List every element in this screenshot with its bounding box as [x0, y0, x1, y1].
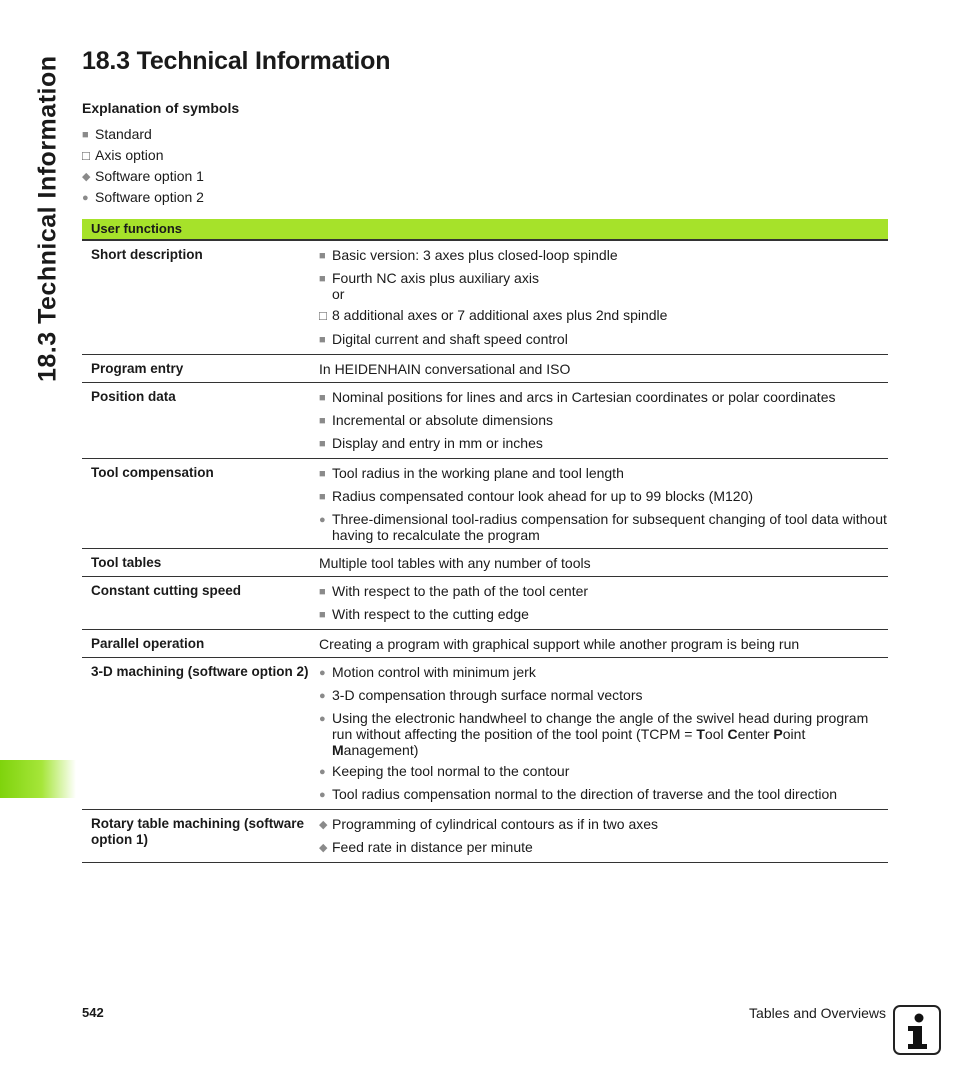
list-item	[319, 389, 888, 407]
table-row	[82, 548, 888, 576]
page-number: 542	[82, 1005, 104, 1020]
row-content	[319, 247, 888, 349]
square-icon	[319, 583, 332, 601]
symbols-legend	[82, 126, 204, 210]
row-content: In HEIDENHAIN conversational and ISO	[319, 361, 571, 377]
item-text: 3-D compensation through surface normal vectors	[332, 687, 643, 703]
legend-label: Software option 2	[95, 189, 204, 205]
open-square-icon	[82, 147, 95, 166]
table-row	[82, 629, 888, 657]
table-row	[82, 657, 888, 809]
diamond-icon	[82, 168, 95, 186]
row-content: Creating a program with graphical support while another program is being run	[319, 636, 800, 652]
item-text: Basic version: 3 axes plus closed-loop spindle	[332, 247, 618, 263]
item-text: Nominal positions for lines and arcs in Cartesian coordinates or polar coordinates	[332, 389, 836, 405]
list-item	[319, 606, 888, 624]
list-item	[319, 270, 888, 302]
square-icon	[319, 435, 332, 453]
list-item	[319, 488, 888, 506]
item-text: Display and entry in mm or inches	[332, 435, 543, 451]
legend-item	[82, 147, 204, 168]
row-label: Tool compensation	[91, 465, 214, 480]
circle-icon	[319, 664, 332, 682]
item-text: With respect to the cutting edge	[332, 606, 529, 622]
table-row	[82, 240, 888, 354]
side-section-title: 18.3 Technical Information	[33, 55, 62, 383]
list-item	[319, 664, 888, 682]
row-label: Constant cutting speed	[91, 583, 242, 598]
table-row	[82, 382, 888, 458]
table-row	[82, 354, 888, 382]
list-item	[319, 465, 888, 483]
square-icon	[319, 247, 332, 265]
list-item	[319, 786, 888, 804]
legend-label: Standard	[95, 126, 152, 142]
legend-item	[82, 168, 204, 189]
circle-icon	[319, 687, 332, 705]
list-item	[319, 687, 888, 705]
info-icon[interactable]	[893, 1005, 941, 1055]
table-row	[82, 576, 888, 629]
row-content	[319, 465, 888, 543]
item-text: With respect to the path of the tool center	[332, 583, 589, 599]
item-subtext: or	[332, 286, 345, 302]
legend-item	[82, 189, 204, 210]
list-item	[319, 412, 888, 430]
row-label: Program entry	[91, 361, 184, 376]
user-functions-table	[82, 219, 888, 863]
square-icon	[319, 412, 332, 430]
row-content: Multiple tool tables with any number of tools	[319, 555, 591, 571]
list-item	[319, 816, 888, 834]
item-text: Three-dimensional tool-radius compensation for subsequent changing of tool data without having to recalculate the program	[332, 511, 887, 543]
list-item	[319, 307, 888, 326]
item-text: Radius compensated contour look ahead for up to 99 blocks (M120)	[332, 488, 754, 504]
circle-icon	[319, 763, 332, 781]
diamond-icon	[319, 816, 332, 834]
legend-item	[82, 126, 204, 147]
list-item	[319, 247, 888, 265]
row-label: 3-D machining (software option 2)	[91, 664, 309, 679]
square-icon	[319, 606, 332, 624]
symbols-heading: Explanation of symbols	[82, 100, 240, 116]
row-label: Tool tables	[91, 555, 162, 570]
square-icon	[82, 126, 95, 144]
circle-icon	[82, 189, 95, 207]
row-content	[319, 389, 888, 453]
item-text: Fourth NC axis plus auxiliary axis	[332, 270, 539, 286]
row-label: Position data	[91, 389, 176, 404]
table-row	[82, 809, 888, 862]
item-text: Programming of cylindrical contours as if in two axes	[332, 816, 659, 832]
circle-icon	[319, 786, 332, 804]
circle-icon	[319, 511, 332, 543]
item-text: Incremental or absolute dimensions	[332, 412, 554, 428]
list-item	[319, 710, 888, 758]
item-text: Keeping the tool normal to the contour	[332, 763, 570, 779]
circle-icon	[319, 710, 332, 758]
page-title: 18.3 Technical Information	[82, 47, 391, 75]
list-item	[319, 331, 888, 349]
row-content	[319, 816, 888, 857]
row-label: Parallel operation	[91, 636, 205, 651]
item-text: 8 additional axes or 7 additional axes plus 2nd spindle	[332, 307, 668, 323]
square-icon	[319, 389, 332, 407]
item-text: Motion control with minimum jerk	[332, 664, 536, 680]
square-icon	[319, 465, 332, 483]
item-text: Feed rate in distance per minute	[332, 839, 533, 855]
square-icon	[319, 488, 332, 506]
legend-label: Axis option	[95, 147, 164, 163]
list-item	[319, 511, 888, 543]
footer-section-title: Tables and Overviews	[749, 1005, 886, 1021]
square-icon	[319, 331, 332, 349]
row-label: Short description	[91, 247, 203, 262]
list-item	[319, 583, 888, 601]
item-text: Tool radius compensation normal to the direction of traverse and the tool direction	[332, 786, 838, 802]
list-item	[319, 435, 888, 453]
list-item	[319, 839, 888, 857]
diamond-icon	[319, 839, 332, 857]
row-content	[319, 664, 888, 804]
list-item	[319, 763, 888, 781]
item-text: Tool radius in the working plane and tool length	[332, 465, 624, 481]
table-header: User functions	[82, 219, 888, 240]
square-icon	[319, 270, 332, 302]
row-label: Rotary table machining (software option 1)	[91, 816, 305, 847]
legend-label: Software option 1	[95, 168, 204, 184]
chapter-tab	[0, 760, 76, 798]
item-text: Digital current and shaft speed control	[332, 331, 568, 347]
table-row	[82, 458, 888, 548]
item-text: Using the electronic handwheel to change the angle of the swivel head during program run without affecting the position of the tool point (TCPM = Tool Center Point Management)	[332, 710, 869, 758]
open-square-icon	[319, 307, 332, 326]
row-content	[319, 583, 888, 624]
